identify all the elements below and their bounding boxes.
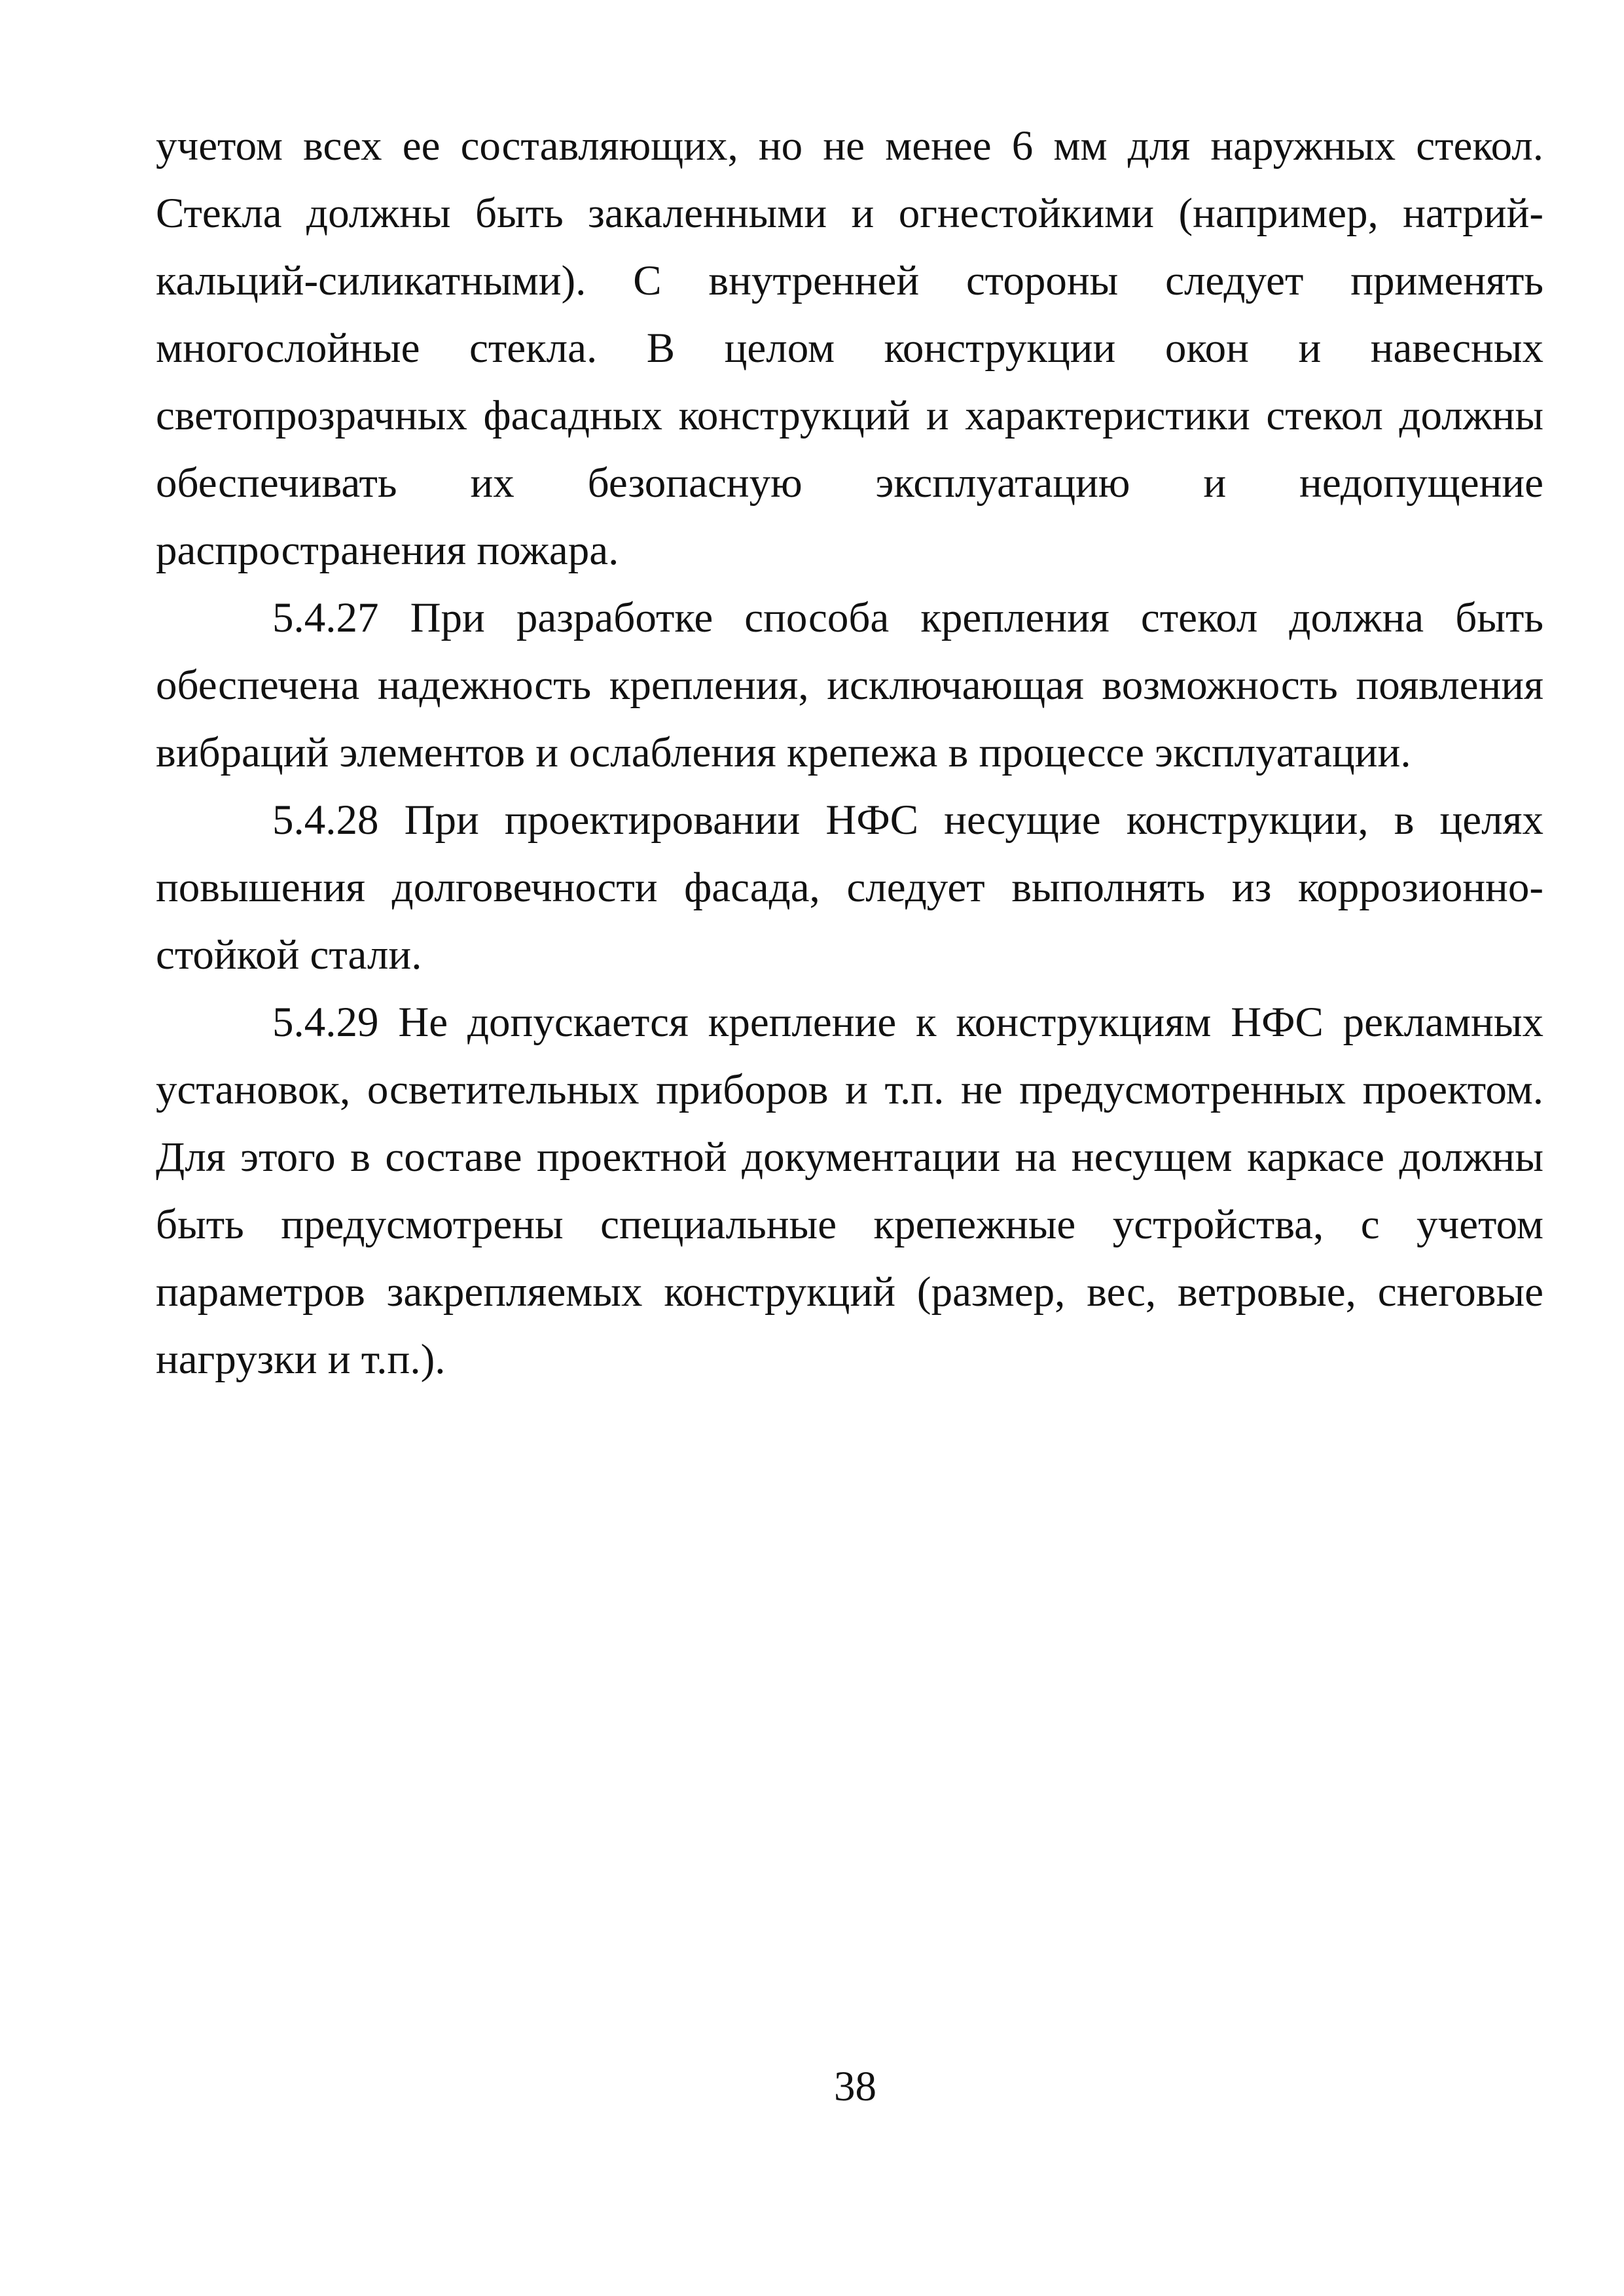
- paragraph-5-4-27: 5.4.27 При разработке способа крепления стекол должна быть обеспечена надежность крепления, исключающая возможность появления вибраций элементов и ослабления крепежа в процессе эксплуатации.: [156, 594, 1543, 776]
- body-text: [156, 113, 1543, 1393]
- page-number: 38: [834, 2063, 876, 2110]
- paragraph-5-4-29: 5.4.29 Не допускается крепление к конструкциям НФС рекламных установок, осветительных приборов и т.п. не предусмотренных проектом. Для этого в составе проектной документации на несущем каркасе должны быть предусмотрены специальные крепежные устройства, с учетом параметров закрепляемых конструкций (размер, вес, ветровые, снеговые нагрузки и т.п.).: [156, 999, 1543, 1383]
- paragraph-5-4-28: 5.4.28 При проектировании НФС несущие конструкции, в целях повышения долговечности фасада, следует выполнять из коррозионно-стойкой стали.: [156, 797, 1543, 978]
- paragraph-continuation: учетом всех ее составляющих, но не менее 6 мм для наружных стекол. Стекла должны быть закаленными и огнестойкими (например, натрий-кальций-силикатными). С внутренней стороны следует применять многослойные стекла. В целом конструкции окон и навесных светопрозрачных фасадных конструкций и характеристики стекол должны обеспечивать их безопасную эксплуатацию и недопущение распространения пожара.: [156, 122, 1543, 574]
